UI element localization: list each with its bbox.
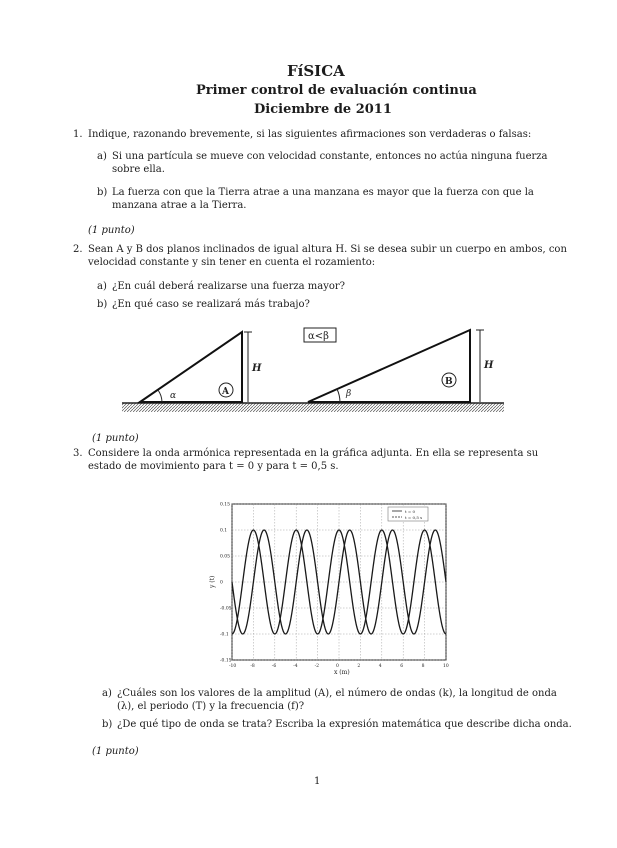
q1-number: 1. — [73, 129, 83, 140]
page-date: Diciembre de 2011 — [254, 102, 392, 117]
x-tick-label: -6 — [271, 664, 277, 669]
q1-b-text: La fuerza con que la Tierra atrae a una manzana es mayor que la fuerza con que la manzana atrae a la Tierra. — [112, 187, 534, 211]
y-tick-label: -0.05 — [220, 606, 232, 612]
page-title: FíSICA — [287, 62, 345, 80]
page-subtitle: Primer control de evaluación continua — [196, 83, 477, 98]
inclined-planes-figure — [118, 322, 508, 418]
q3-b-text: ¿De qué tipo de onda se trata? Escriba la expresión matemática que describe dicha onda. — [117, 719, 572, 730]
relation-label: α<β — [308, 331, 329, 342]
q2-b-text: ¿En qué caso se realizará más trabajo? — [112, 299, 310, 310]
chart-ylabel: y (t) — [209, 575, 216, 588]
plane-b-triangle — [308, 330, 470, 402]
q2-prompt: Sean A y B dos planos inclinados de igual altura H. Si se desea subir un cuerpo en ambos, con velocidad constante y sin tener en cuenta el rozamiento: — [88, 244, 567, 268]
y-tick-label: 0.15 — [220, 502, 231, 508]
x-tick-label: -8 — [250, 664, 255, 669]
angle-alpha-arc — [158, 390, 162, 402]
height-right-label: H — [484, 360, 494, 371]
x-tick-label: 10 — [443, 664, 449, 669]
y-tick-label: 0.05 — [220, 554, 231, 560]
q2-b-label: b) — [97, 299, 108, 310]
legend-label-1: t = 0 — [405, 509, 416, 514]
q2-a-text: ¿En cuál deberá realizarse una fuerza mayor? — [112, 281, 346, 292]
q2-number: 2. — [73, 244, 83, 255]
q1-points: (1 punto) — [88, 225, 135, 236]
q1-a-text: Si una partícula se mueve con velocidad constante, entonces no actúa ninguna fuerza sobre ella. — [112, 151, 548, 175]
wave-chart — [206, 498, 456, 680]
height-left-label: H — [252, 363, 262, 374]
q3-a-text: ¿Cuáles son los valores de la amplitud (A), el número de ondas (k), la longitud de onda (λ), el periodo (T) y la frecuencia (f)? — [117, 688, 557, 712]
q1-b-label: b) — [97, 187, 108, 198]
x-tick-label: -2 — [314, 664, 319, 669]
q3-a-label: a) — [102, 688, 112, 699]
x-tick-label: 4 — [378, 664, 382, 669]
q3-points: (1 punto) — [92, 746, 139, 757]
q3-number: 3. — [73, 448, 83, 459]
y-tick-label: 0.1 — [220, 528, 228, 534]
chart-xlabel: x (m) — [334, 669, 350, 676]
x-tick-label: -10 — [229, 664, 237, 669]
legend-label-2: t = 0,5 s — [405, 515, 423, 520]
q1-prompt: Indique, razonando brevemente, si las siguientes afirmaciones son verdaderas o falsas: — [88, 129, 532, 140]
x-tick-label: 6 — [400, 664, 404, 669]
q3-prompt: Considere la onda armónica representada en la gráfica adjunta. En ella se representa su estado de movimiento para t = 0 y para t = 0,5 s. — [88, 448, 539, 472]
y-tick-label: -0.15 — [220, 658, 232, 664]
angle-beta-arc — [337, 389, 340, 402]
legend — [388, 507, 428, 521]
q2-a-label: a) — [97, 281, 107, 292]
page-number: 1 — [314, 776, 321, 787]
q3-b-label: b) — [102, 719, 113, 730]
plane-b-label: B — [445, 377, 453, 387]
q1-a-label: a) — [97, 151, 107, 162]
y-tick-label: 0 — [220, 580, 223, 586]
ground-hatch — [122, 403, 504, 412]
x-tick-label: 0 — [336, 664, 339, 669]
x-tick-label: 2 — [357, 664, 361, 669]
angle-alpha-label: α — [170, 391, 177, 401]
angle-beta-label: β — [346, 389, 352, 399]
x-tick-label: -4 — [293, 664, 298, 669]
q2-points: (1 punto) — [92, 433, 139, 444]
plane-a-label: A — [222, 387, 229, 397]
x-tick-label: 8 — [421, 664, 425, 669]
y-tick-label: -0.1 — [220, 632, 229, 638]
